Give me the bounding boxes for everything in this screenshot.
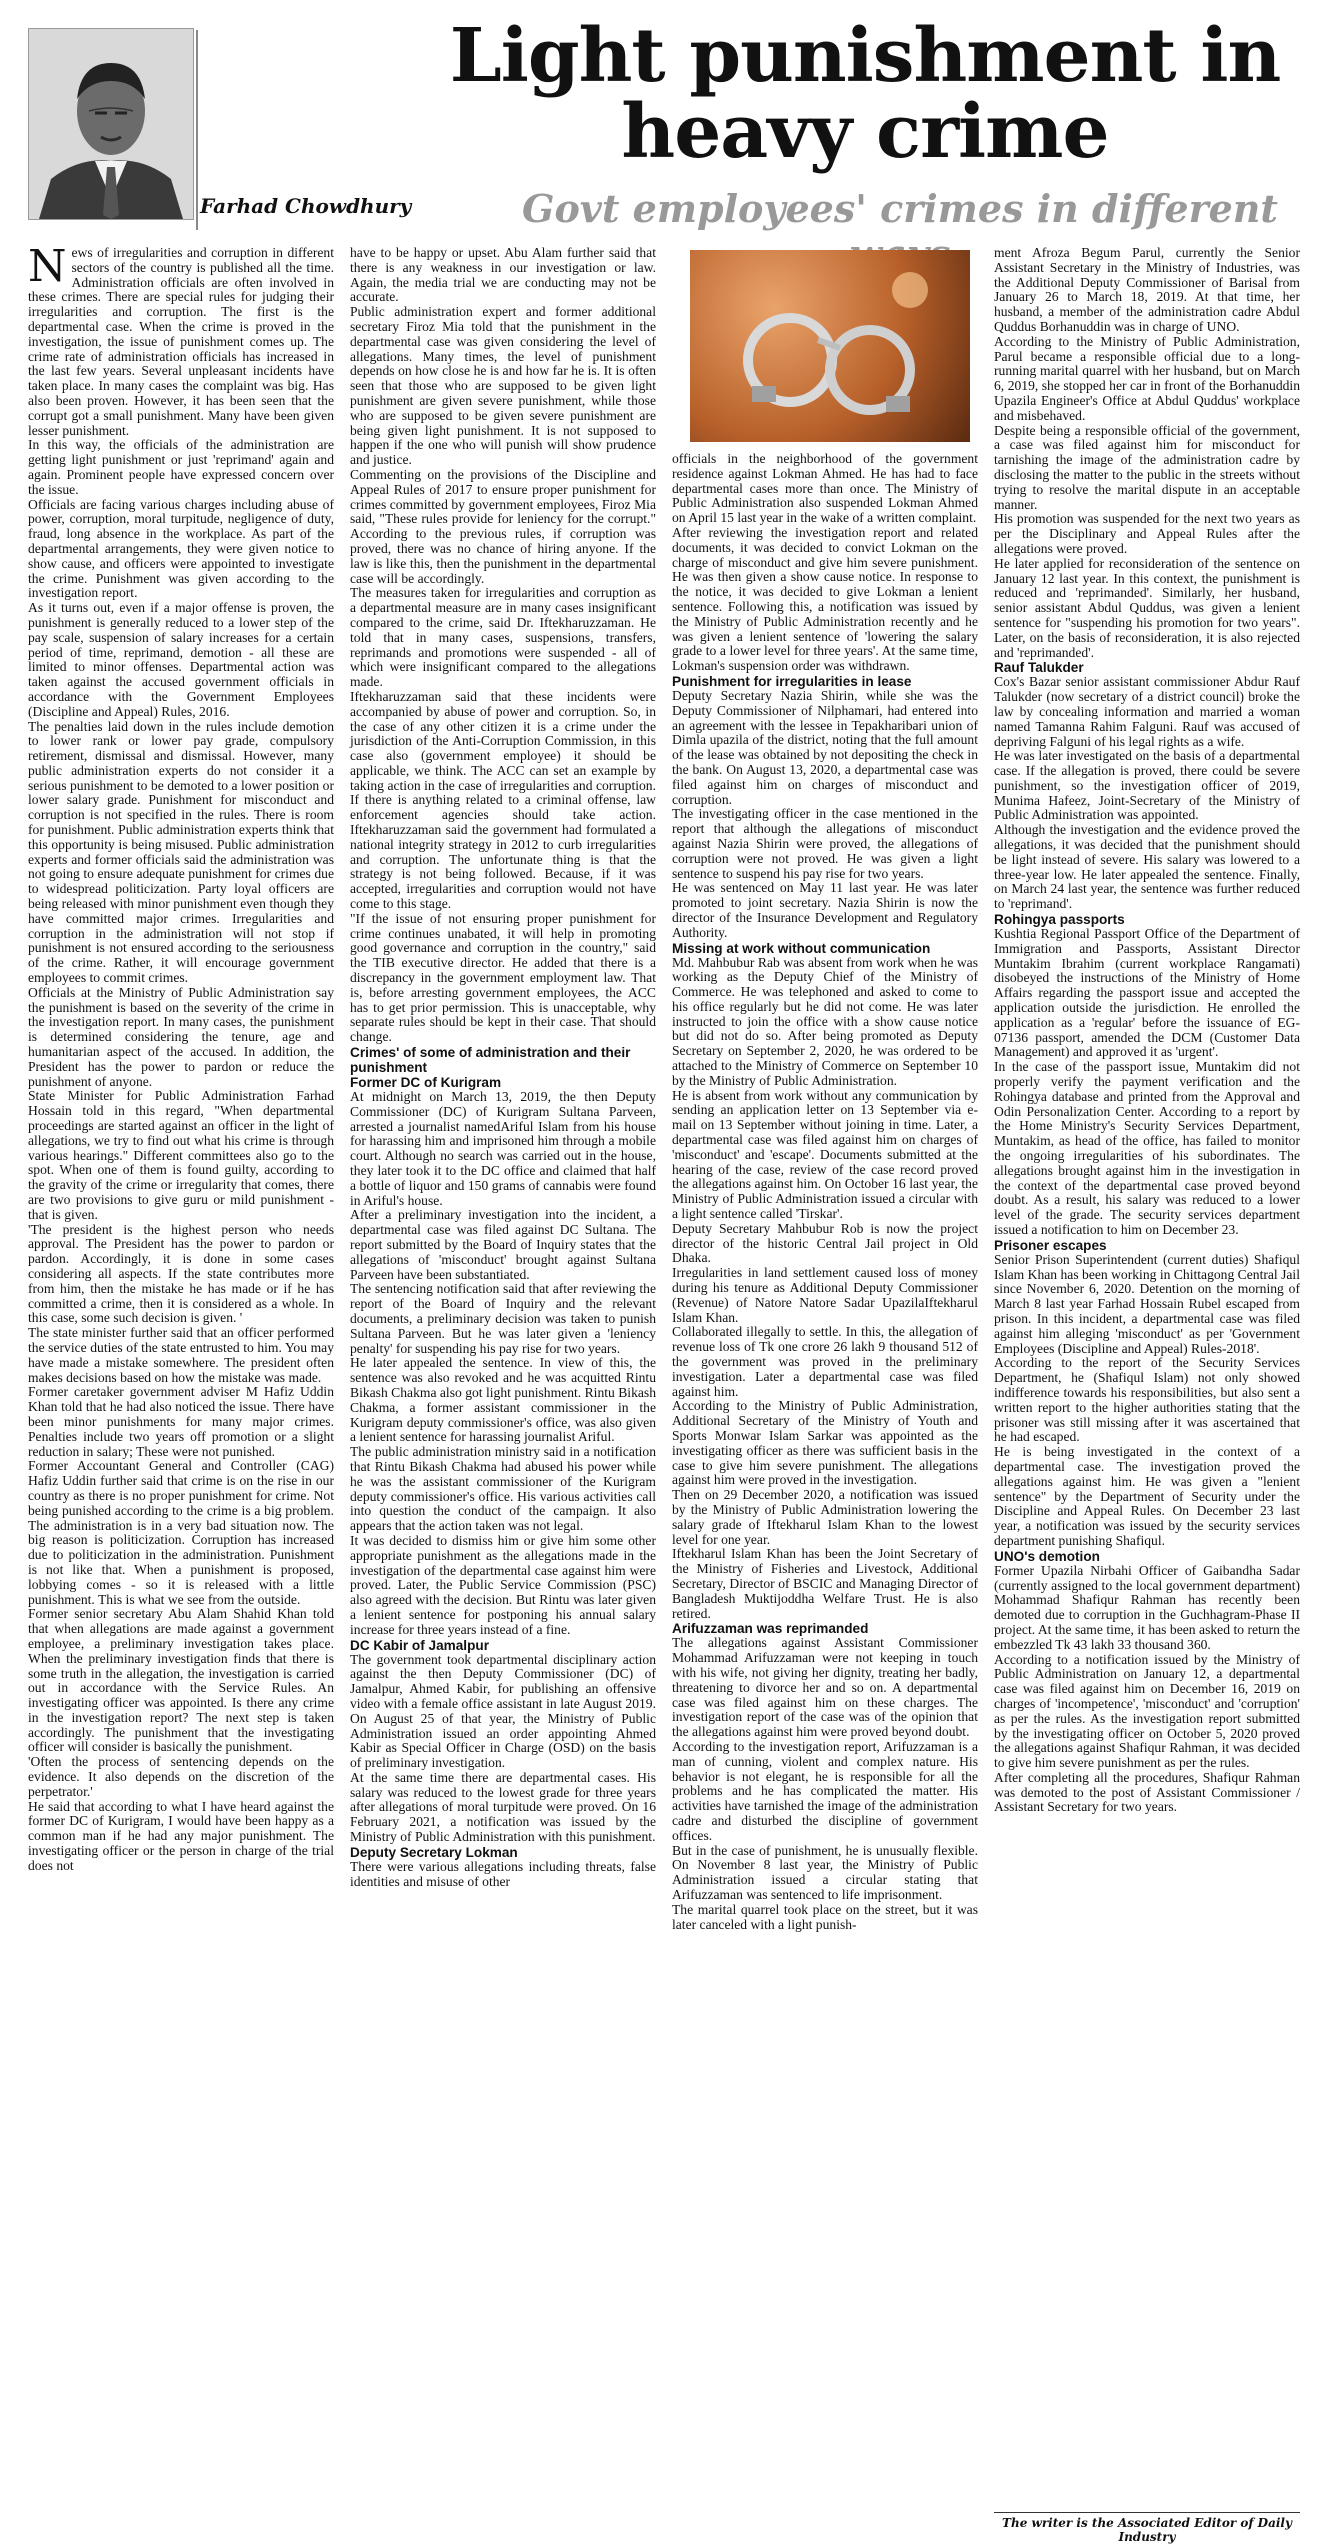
paragraph: The investigating officer in the case mentioned in the report that although the allegations of misconduct against Nazia Shirin were proved, the allegations of corruption were not proved. He was given a light sentence to suspend his pay rise for two years. bbox=[672, 806, 978, 881]
paragraph: The penalties laid down in the rules include demotion to lower rank or lower pay grade, compulsory retirement, dismissal and dismissal. However, many public administration experts do not consider it a serious punishment to be demoted to a lower position or lower salary grade. Punishment for misconduct and corruption is not specified in the rules. There is room for punishment. Public administration experts think that this opportunity is being misused. Public administration experts and former officials said the administration was not going to ensure adequate punishment for crimes due to widespread politicization. Party loyal officers are being released with minor punishment even though they have committed major crimes. Irregularities and corruption in the administration will not stop if punishment is not ensured according to the seriousness of the crime. Rather, it will encourage government employees to commit crimes. bbox=[28, 718, 334, 986]
paragraph: He said that according to what I have heard against the former DC of Kurigram, I would have been happy as a common man if he had any major punishment. The investigating officer or the person in charge of the trial does not bbox=[28, 1798, 334, 1873]
paragraph: Former senior secretary Abu Alam Shahid Khan told that when allegations are made against a government employee, a preliminary investigation takes place. When the preliminary investigation finds that there is some truth in the allegation, the investigation is carried out in accordance with the Service Rules. An investigating officer was appointed. Is there any crime in the investigation report? The next step is taken accordingly. The punishment that the investigating officer will consider is basically the punishment. bbox=[28, 1606, 334, 1755]
paragraph: Collaborated illegally to settle. In this, the allegation of revenue loss of Tk one crore 26 lakh 9 thousand 512 of the government was proved in the preliminary investigation. Later a departmental case was filed against him. bbox=[672, 1324, 978, 1399]
paragraph: According to the investigation report, Arifuzzaman is a man of cunning, violent and complex nature. His behavior is not elegant, he is responsible for all the problems and he has complicated the matter. His activities have tarnished the image of the administration cadre and disturbed the discipline of government offices. bbox=[672, 1738, 978, 1843]
paragraph: Iftekharul Islam Khan has been the Joint Secretary of the Ministry of Fisheries and Livestock, Additional Secretary, Director of BSCIC and Managing Director of Bangladesh Muktijoddha Welfare Trust. He is also retired. bbox=[672, 1546, 978, 1621]
paragraph: Md. Mahbubur Rab was absent from work when he was working as the Deputy Chief of the Ministry of Commerce. He was telephoned and asked to come to his office regularly but he did not come. He was later instructed to join the office with a show cause notice but did not do so. After being promoted as Deputy Secretary on September 2, 2020, he was ordered to be attached to the Ministry of Commerce on September 10 by the Ministry of Public Administration. bbox=[672, 954, 978, 1088]
paragraph: In the case of the passport issue, Muntakim did not properly verify the payment verification and the Rohingya database and printed from the Approval and Odin Personalization Center. According to a report by the Home Ministry's Security Services Department, Muntakim, as head of the office, has failed to monitor the ongoing irregularities of his subordinates. The allegations brought against him in the investigation in the context of the departmental case proved beyond doubt. As a result, his salary was reduced to a lower level of the grade. The security services department issued a notification to him on December 23. bbox=[994, 1059, 1300, 1237]
paragraph: Former Upazila Nirbahi Officer of Gaibandha Sadar (currently assigned to the local government department) Mohammad Shafiqur Rahman has recently been demoted due to corruption in the Guchhagram-Phase II project. At the same time, it has been asked to return the embezzled Tk 43 lakh 33 thousand 360. bbox=[994, 1562, 1300, 1652]
section-heading: Crimes' of some of administration and their punishment bbox=[350, 1045, 631, 1076]
paragraph: have to be happy or upset. Abu Alam further said that there is any weakness in our investigation or law. Again, the media trial we are conducting may not be accurate. bbox=[350, 245, 656, 305]
author-note: The writer is the Associated Editor of Daily Industry bbox=[1002, 2516, 1292, 2544]
paragraph: Although the investigation and the evidence proved the allegations, it was decided that the punishment should be light instead of severe. His salary was lowered to a three-year low. He later appealed the sentence. Finally, on March 24 last year, the sentence was further reduced to 'reprimand'. bbox=[994, 822, 1300, 912]
paragraph: The marital quarrel took place on the street, but it was later canceled with a light punish- bbox=[672, 1901, 978, 1932]
paragraph: Despite being a responsible official of the government, a case was filed against him for misconduct for tarnishing the image of the administration cadre by disclosing the matter to the public in the streets without trying to resolve the marital dispute in an acceptable manner. bbox=[994, 422, 1300, 512]
paragraph: There were various allegations including threats, false identities and misuse of other bbox=[350, 1858, 656, 1889]
paragraph: He was later investigated on the basis of a departmental case. If the allegation is proved, there could be severe punishment, so the investigation officer of 2019, Munima Hafeez, Joint-Secretary of the Ministry of Public Administration was appointed. bbox=[994, 748, 1300, 823]
paragraph: At midnight on March 13, 2019, the then Deputy Commissioner (DC) of Kurigram Sultana Parveen, arrested a journalist namedAriful Islam from his house for harassing him and imprisoned him through a mobile court. Although no search was carried out in the house, they later took it to the DC office and claimed that half a bottle of liquor and 150 grams of cannabis were found in Ariful's house. bbox=[350, 1089, 656, 1208]
paragraph: He was sentenced on May 11 last year. He was later promoted to joint secretary. Nazia Shirin is now the director of the Insurance Development and Regulatory Authority. bbox=[672, 880, 978, 940]
paragraph: officials in the neighborhood of the government residence against Lokman Ahmed. He has had to face departmental cases more than once. The Ministry of Public Administration also suspended Lokman Ahmed on April 15 last year in the wake of a written complaint. bbox=[672, 451, 978, 526]
section-heading: Arifuzzaman was reprimanded bbox=[672, 1621, 869, 1637]
paragraph: According to the report of the Security Services Department, he (Shafiqul Islam) not only showed indifference towards his responsibilities, but also sent a written report to the higher authorities stating that the prisoner was still missing after it was ascertained that he had escaped. bbox=[994, 1355, 1300, 1445]
paragraph: 'Often the process of sentencing depends on the evidence. It also depends on the discretion of the perpetrator.' bbox=[28, 1754, 334, 1799]
paragraph: He later appealed the sentence. In view of this, the sentence was also revoked and he was acquitted Rintu Bikash Chakma also got light punishment. Rintu Bikash Chakma, a former assistant commissioner in the Kurigram deputy commissioner's office, was also given a lenient sentence for harassing journalist Ariful. bbox=[350, 1355, 656, 1445]
paragraph: Former caretaker government adviser M Hafiz Uddin Khan told that he had also noticed the issue. There have been minor punishments for many major crimes. Penalties include two years off promotion or a slight reduction in salary; These were not punished. bbox=[28, 1384, 334, 1459]
paragraph: Officials at the Ministry of Public Administration say the punishment is based on the severity of the crime in the investigation report. In many cases, the punishment is determined considering the tenure, age and humanitarian aspect of the accused. In addition, the President has the power to pardon or reduce the punishment of anyone. bbox=[28, 984, 334, 1089]
paragraph: According to the Ministry of Public Administration, Additional Secretary of the Ministry of Youth and Sports Monwar Islam Sarkar was appointed as the investigating officer as there was sufficient basis in the case to give him severe punishment. The allegations against him were proved in the investigation. bbox=[672, 1398, 978, 1488]
author-portrait-graphic bbox=[29, 29, 193, 219]
paragraph: "If the issue of not ensuring proper punishment for crime continues unabated, it will help in promoting good governance and corruption in the country," said the TIB executive director. He added that there is a discrepancy in the government employment law. That is, before arresting government employees, the ACC has to get prior permission. This is unacceptable, why separate rules should be kept in their case. That should change. bbox=[350, 910, 656, 1045]
paragraph: Public administration expert and former additional secretary Firoz Mia told that the punishment in the departmental case was given considering the level of allegations. Many times, the level of punishment depends on how close he is and how far he is. It is often seen that those who are supposed to be given light punishment are given severe punishment, while those who are supposed to be given severe punishment are being given light punishment. It is not supposed to happen if the one who will punish will show prudence and justice. bbox=[350, 304, 656, 468]
section-heading: Former DC of Kurigram bbox=[350, 1075, 502, 1091]
byline-divider bbox=[196, 30, 198, 230]
section-heading: UNO's demotion bbox=[994, 1548, 1100, 1564]
section-heading: Deputy Secretary Lokman bbox=[350, 1844, 518, 1860]
paragraph: In this way, the officials of the administration are getting light punishment or just 'reprimand' again and again. Prominent people have expressed concern over the issue. bbox=[28, 437, 334, 497]
handcuffs-photo bbox=[690, 250, 970, 442]
paragraph: Then on 29 December 2020, a notification was issued by the Ministry of Public Administration lowering the salary grade of Iftekharul Islam Khan to the lowest level for one year. bbox=[672, 1487, 978, 1547]
column-2 bbox=[350, 246, 656, 1889]
paragraph: The public administration ministry said in a notification that Rintu Bikash Chakma had abused his power while he was the assistant commissioner of the Kurigram deputy commissioner's office. His various activities call into question the conduct of the campaign. It also appears that the action taken was not legal. bbox=[350, 1444, 656, 1534]
drop-cap: N bbox=[28, 241, 67, 292]
column-4 bbox=[994, 246, 1300, 1815]
paragraph: At the same time there are departmental cases. His salary was reduced to the lowest grade for three years after allegations of moral turpitude were proved. On 16 February 2021, a notification was issued by the Ministry of Public Administration with this punishment. bbox=[350, 1769, 656, 1845]
paragraph: Cox's Bazar senior assistant commissioner Abdur Rauf Talukder (now secretary of a district council) broke the law by concealing information and married a woman named Tamanna Rahim Falguni. Rauf was accused of depriving Falguni of his legal rights as a wife. bbox=[994, 674, 1300, 749]
paragraph: After reviewing the investigation report and related documents, it was decided to convict Lokman on the charge of misconduct and give him severe punishment. He was then given a show cause notice. In response to the notice, it was decided to give Lokman a lenient sentence. Following this, a notification was issued by the Ministry of Public Administration recently and he was given a lenient sentence of 'lowering the salary grade to a lower level for three years'. At the same time, Lokman's suspension order was withdrawn. bbox=[672, 524, 978, 674]
paragraph: Irregularities in land settlement caused loss of money during his tenure as Additional Deputy Commissioner (Revenue) of Natore Natore Sadar UpazilaIftekharul Islam Khan. bbox=[672, 1265, 978, 1325]
paragraph: Commenting on the provisions of the Discipline and Appeal Rules of 2017 to ensure proper punishment for crimes committed by government employees, Firoz Mia said, "These rules provide for leniency for the corrupt." According to the previous rules, if corruption was proved, there was no chance of hiring anyone. If the law is like this, then the punishment in the departmental case will be accordingly. bbox=[350, 466, 656, 586]
section-heading: Missing at work without communication bbox=[672, 940, 931, 956]
paragraph: It was decided to dismiss him or give him some other appropriate punishment as the allegations made in the investigation of the departmental case against him were proved. Later, the Public Service Commission (PSC) also agreed with the decision. But Rintu was later given a lenient sentence for postponing his annual salary increase for three years instead of a fine. bbox=[350, 1532, 656, 1637]
paragraph: After a preliminary investigation into the incident, a departmental case was filed against DC Sultana. The report submitted by the Board of Inquiry states that the allegations of 'misconduct' brought against Sultana Parveen have been substantiated. bbox=[350, 1207, 656, 1282]
headline: Light punishment in heavy crime bbox=[449, 13, 1281, 175]
paragraph: The state minister further said that an officer performed the service duties of the state entrusted to him. You may have made a mistake somewhere. The president often makes decisions based on how the mistake was made. bbox=[28, 1325, 334, 1385]
paragraph: He later applied for reconsideration of the sentence on January 12 last year. In this context, the punishment is reduced and 'reprimanded'. Similarly, her husband, senior assistant Abdul Quddus, was given a lenient sentence for "suspending his promotion for two years". Later, on the basis of reconsideration, it is also rejected and 'reprimanded'. bbox=[994, 555, 1300, 660]
section-heading: Prisoner escapes bbox=[994, 1237, 1107, 1253]
column-1 bbox=[28, 241, 334, 1874]
paragraph: ment Afroza Begum Parul, currently the Senior Assistant Secretary in the Ministry of Industries, was the Additional Deputy Commissioner of Barisal from January 26 to March 18, 2019. At that time, her husband, a member of the administration cadre Abdul Quddus Borhanuddin was in charge of UNO. bbox=[994, 245, 1300, 334]
paragraph: He is absent from work without any communication by sending an application letter on 13 September via e-mail on 13 September without joining in time. Later, a departmental case was filed against him on charges of 'misconduct' and 'escape'. Documents submitted at the hearing of the case, review of the case record proved the allegations against him. On October 16 last year, the Ministry of Public Administration issued a circular with a light sentence called 'Tirskar'. bbox=[672, 1087, 978, 1222]
section-heading: Rohingya passports bbox=[994, 912, 1125, 928]
paragraph: After completing all the procedures, Shafiqur Rahman was demoted to the post of Assistant Commissioner / Assistant Secretary for two years. bbox=[994, 1769, 1300, 1815]
paragraph: Iftekharuzzaman said that these incidents were accompanied by abuse of power and corruption. So, in the case of any other citizen it is a crime under the jurisdiction of the Anti-Corruption Commission, in this case also (government employee) it should be applicable, we think. The ACC can set an example by taking action in the case of irregularities and corruption. If there is anything related to a criminal offense, law enforcement agencies should take action. Iftekharuzzaman said the government had formulated a national integrity strategy in 2012 to curb irregularities and corruption. The unfortunate thing is that the strategy is not being followed. Because, if it was accepted, irregularities and corruption would not have come to this stage. bbox=[350, 688, 656, 912]
paragraph: Officials are facing various charges including abuse of power, corruption, moral turpitude, negligence of duty, fraud, long absence in the workplace. As part of the departmental arrangements, they were given notice to show cause, and officers were appointed to investigate the crime. Punishment was given according to the investigation report. bbox=[28, 496, 334, 601]
paragraph: Deputy Secretary Mahbubur Rob is now the project director of the historic Central Jail project in Old Dhaka. bbox=[672, 1220, 978, 1266]
subheadline: Govt employees' crimes in different bbox=[522, 186, 1278, 231]
handcuffs-graphic bbox=[690, 250, 970, 442]
paragraph: Kushtia Regional Passport Office of the Department of Immigration and Passports, Assistant Director Muntakim Ibrahim (current workplace Rangamati) disobeyed the instructions of the Ministry of Home Affairs regarding the passport issue and accepted the application outside the jurisdiction. He enrolled the application as a 'regular' before the issuance of EG-07136 passport, amended the DCM (Customer Data Management) and approved it as 'urgent'. bbox=[994, 926, 1300, 1060]
paragraph: The measures taken for irregularities and corruption as a departmental measure are in many cases insignificant compared to the crime, said Dr. Iftekharuzzaman. He told that in many cases, suspensions, transfers, reprimands and promotions were suspended - all of which were insignificant compared to the allegations made. bbox=[350, 585, 656, 690]
paragraph: Deputy Secretary Nazia Shirin, while she was the Deputy Commissioner of Nilphamari, had entered into an agreement with the lessee in Tepakharibari union of Dimla upazila of the district, noting that the full amount of the lease was obtained by not depositing the check in the bank. On August 13, 2020, a departmental case was filed against him on charges of misconduct and corruption. bbox=[672, 687, 978, 807]
paragraph: The allegations against Assistant Commissioner Mohammad Arifuzzaman were not keeping in touch with his wife, not giving her dignity, treating her badly, threatening to divorce her and so on. A departmental case was filed against him on these charges. The investigation report of the case was of the opinion that the allegations against him were proved beyond doubt. bbox=[672, 1635, 978, 1740]
article-body bbox=[28, 241, 1300, 2506]
paragraph: His promotion was suspended for the next two years as per the Disciplinary and Appeal Rules after the allegations were proved. bbox=[994, 511, 1300, 556]
paragraph: But in the case of punishment, he is unusually flexible. On November 8 last year, the Ministry of Public Administration issued a circular stating that Arifuzzaman was sentenced to life imprisonment. bbox=[672, 1842, 978, 1902]
paragraph: Senior Prison Superintendent (current duties) Shafiqul Islam Khan has been working in Chittagong Central Jail since November 6, 2020. Detention on the morning of March 8 last year Farhad Hossain Rubel escaped from prison. In this incident, a departmental case was filed against him alleging 'misconduct' as per 'Government Employees (Discipline and Appeal) Rules-2018'. bbox=[994, 1251, 1300, 1356]
paragraph: As it turns out, even if a major offense is proven, the punishment is generally reduced to a lower step of the pay scale, suspension of salary increases for a certain period of time, reprimand, demotion - all these are limited to minor offenses. Departmental action was taken against the accused government officials in accordance with the Government Employees (Discipline and Appeal) Rules, 2016. bbox=[28, 600, 334, 719]
author-photo bbox=[28, 28, 194, 220]
column-3 bbox=[672, 246, 978, 1932]
paragraph: Former Accountant General and Controller (CAG) Hafiz Uddin further said that crime is on the rise in our country as there is no proper punishment for crime. Not being punished according to the crime is a big problem. The administration is in a very bad situation now. The big reason is politicization. Corruption has increased due to politicization in the administration. Punishment is not like that. When a punishment is proposed, lobbying comes - so it is released with a little punishment. This is what we see from the outside. bbox=[28, 1458, 334, 1607]
paragraph: ews of irregularities and corruption in different sectors of the country is published all the time. Administration officials are often involved in these crimes. There are special rules for judging their irregularities and corruption. The first is the departmental case. When the crime is proved in the investigation, the issue of punishment comes up. The crime rate of administration officials has increased in the last few years. Several unpleasant incidents have taken place. In many cases the complaint was big. Has also been proven. However, it has been seen that the corrupt got a small punishment. Many have been given lesser punishment. bbox=[28, 245, 334, 438]
paragraph: According to a notification issued by the Ministry of Public Administration on January 12, a departmental case was filed against him on December 16, 2019 on charges of 'incompetence', 'misconduct' and 'corruption' as per the rules. As the investigation report submitted by the investigating officer on October 5, 2020 proved the allegations against Shafiqur Rahman, it was decided to give him severe punishment as per the rules. bbox=[994, 1651, 1300, 1771]
paragraph: According to the Ministry of Public Administration, Parul became a responsible official due to a long-running marital quarrel with her husband, but on March 6, 2019, she stopped her car in front of the Borhanuddin Upazila Engineer's Office at Abdul Quddus' workplace and misbehaved. bbox=[994, 333, 1300, 423]
paragraph: 'The president is the highest person who needs approval. The President has the power to pardon or pardon. Accordingly, it is done in some cases considering all aspects. If the state contributes more from him, then the mistake he has made or if he has committed a crime, then it is considered as a whole. In this case, some such decision is given. ' bbox=[28, 1221, 334, 1326]
section-heading: DC Kabir of Jamalpur bbox=[350, 1637, 489, 1653]
paragraph: The government took departmental disciplinary action against the then Deputy Commissioner (DC) of Jamalpur, Ahmed Kabir, for publishing an offensive video with a female office assistant in late August 2019. On August 25 of that year, the Ministry of Public Administration issued an order appointing Ahmed Kabir as Special Officer in Charge (OSD) on the basis of preliminary investigation. bbox=[350, 1651, 656, 1771]
paragraph: State Minister for Public Administration Farhad Hossain told in this regard, "When departmental proceedings are started against an officer in the light of allegations, we try to find out what his crime is through various hearings." Different committees also go to the spot. When one of them is found guilty, according to the gravity of the crime or irregularity that comes, there are two provisions to give guru or mild punishment - that is given. bbox=[28, 1088, 334, 1222]
paragraph: He is being investigated in the context of a departmental case. The investigation proved the allegations against him. He was given a "lenient sentence" by the Department of Security under the Discipline and Appeal Rules. On December 23 last year, a notification was issued by the security services department punishing Shafiqul. bbox=[994, 1444, 1300, 1548]
footer-divider bbox=[994, 2512, 1300, 2513]
author-byline: Farhad Chowdhury bbox=[200, 194, 412, 218]
paragraph: The sentencing notification said that after reviewing the report of the Board of Inquiry and the relevant documents, a preliminary decision was taken to punish Sultana Parveen. But he was later given a 'leniency penalty' for suspending his pay rise for two years. bbox=[350, 1281, 656, 1356]
section-heading: Rauf Talukder bbox=[994, 660, 1084, 676]
section-heading: Punishment for irregularities in lease bbox=[672, 673, 912, 689]
